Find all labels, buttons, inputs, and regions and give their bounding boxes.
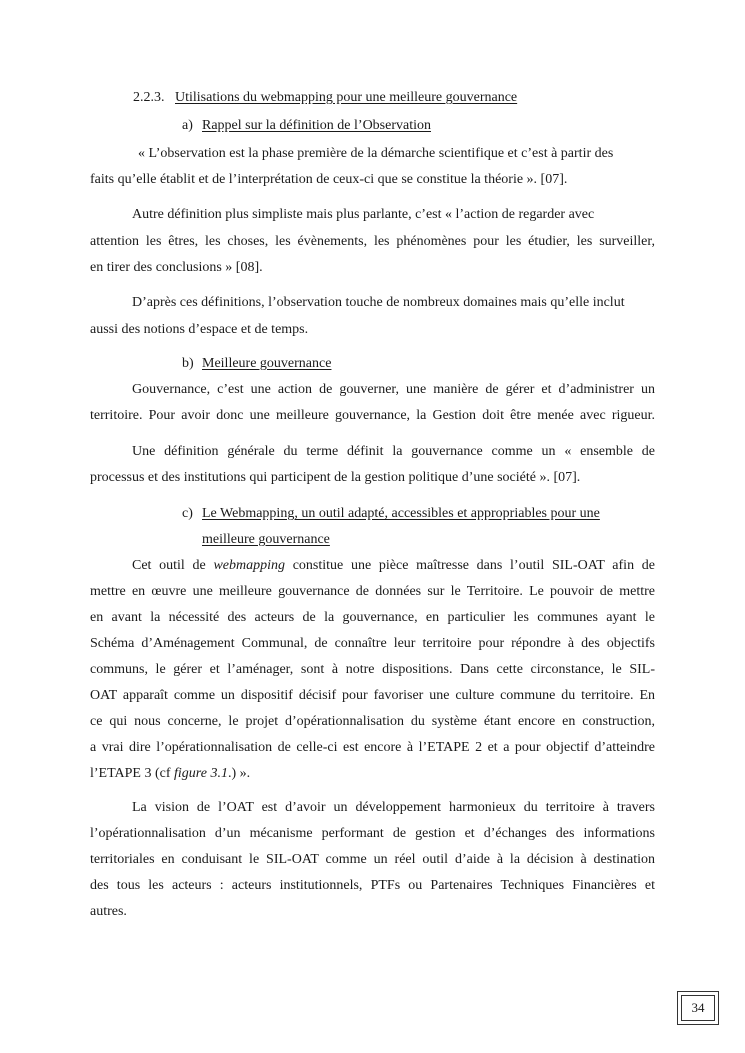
subsection-a-title: Rappel sur la définition de l’Observation <box>202 118 431 133</box>
paragraph-line: des tous les acteurs : acteurs institutionnels, PTFs ou Partenaires Techniques Financières et <box>90 878 655 893</box>
paragraph-line <box>132 557 655 575</box>
subsection-a-letter: a) <box>182 118 193 133</box>
paragraph-line: faits qu’elle établit et de l’interprétation de ceux-ci que se constitue la théorie ». [07]. <box>90 172 568 187</box>
paragraph-line: « L’observation est la phase première de la démarche scientifique et c’est à partir des <box>138 146 614 161</box>
paragraph-line: en tirer des conclusions » [08]. <box>90 260 263 275</box>
paragraph-line: Autre définition plus simpliste mais plus parlante, c’est « l’action de regarder avec <box>132 207 595 222</box>
text-run: constitue une pièce maîtresse dans l’outil SIL-OAT afin de <box>285 558 655 573</box>
paragraph-line: attention les êtres, les choses, les évènements, les phénomènes pour les étudier, les surveiller, <box>90 234 655 249</box>
section-heading <box>133 89 517 107</box>
paragraph-line: autres. <box>90 904 127 919</box>
paragraph-line <box>90 765 250 783</box>
paragraph-line: communs, le gérer et l’aménager, sont à notre dispositions. Dans cette circonstance, le SIL- <box>90 662 655 677</box>
paragraph-line: La vision de l’OAT est d’avoir un développement harmonieux du territoire à travers <box>132 800 655 815</box>
text-run: .) ». <box>227 766 251 781</box>
subsection-b-title: Meilleure gouvernance <box>202 356 332 371</box>
paragraph-line: mettre en œuvre une meilleure gouvernance de données sur le Territoire. Le pouvoir de mettre <box>90 584 655 599</box>
paragraph-line: processus et des institutions qui participent de la gestion politique d’une société ». [07]. <box>90 470 581 485</box>
emphasis: webmapping <box>213 558 285 573</box>
paragraph-line: territoriales en conduisant le SIL-OAT comme un réel outil d’aide à la décision à destination <box>90 852 655 867</box>
subsection-b-letter: b) <box>182 356 194 371</box>
paragraph-line: en avant la nécessité des acteurs de la gouvernance, en particulier les communes ayant le <box>90 610 655 625</box>
emphasis: figure 3.1 <box>174 766 228 781</box>
paragraph-line: Schéma d’Aménagement Communal, de connaître leur territoire pour répondre à des objectifs <box>90 636 655 651</box>
paragraph-line: territoire. Pour avoir donc une meilleure gouvernance, la Gestion doit être menée avec rigueur. <box>90 408 655 423</box>
paragraph-line: D’après ces définitions, l’observation touche de nombreux domaines mais qu’elle inclut <box>132 295 625 310</box>
paragraph-line: ce qui nous concerne, le projet d’opérationnalisation du système étant encore en construction, <box>90 714 655 729</box>
page-number-box <box>677 991 719 1025</box>
text-run: l’ETAPE 3 (cf <box>90 766 175 781</box>
paragraph-line: a vrai dire l’opérationnalisation de celle-ci est encore à l’ETAPE 2 et a pour objectif d’atteindre <box>90 740 655 755</box>
paragraph-line: aussi des notions d’espace et de temps. <box>90 322 309 337</box>
paragraph-line: l’opérationnalisation d’un mécanisme performant de gestion et d’échanges des informations <box>90 826 655 841</box>
paragraph-line: Gouvernance, c’est une action de gouverner, une manière de gérer et d’administrer un <box>132 382 655 397</box>
paragraph-line: OAT apparaît comme un dispositif décisif pour favoriser une culture commune du territoire. En <box>90 688 655 703</box>
subsection-c-title-line2: meilleure gouvernance <box>202 532 330 547</box>
section-title: Utilisations du webmapping pour une meilleure gouvernance <box>175 90 518 105</box>
page-number: 34 <box>681 995 715 1021</box>
subsection-c-title-line1: Le Webmapping, un outil adapté, accessibles et appropriables pour une <box>202 506 600 521</box>
paragraph-line: Une définition générale du terme définit la gouvernance comme un « ensemble de <box>132 444 655 459</box>
section-number: 2.2.3. <box>133 90 165 105</box>
subsection-c-letter: c) <box>182 506 193 521</box>
text-run: Cet outil de <box>132 558 214 573</box>
